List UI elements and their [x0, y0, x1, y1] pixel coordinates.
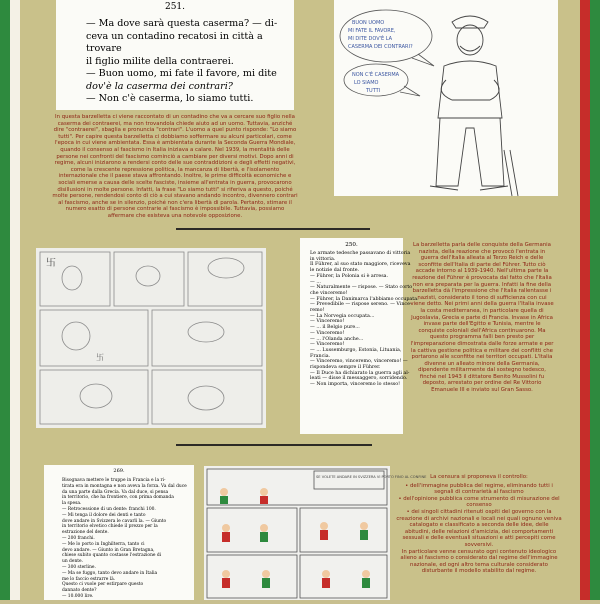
- joke-line: il figlio milite della contraerei.: [86, 55, 234, 67]
- joke-line: — Vinceremo!: [310, 319, 345, 325]
- joke-line: — Retrocessione di un dente: franchi 100.: [62, 506, 156, 512]
- bubble-line: BUON UOMO: [352, 20, 385, 26]
- joke-line: un dente.: [62, 559, 84, 565]
- joke-line: — Buon uomo, mi fate il favore, mi dite: [86, 68, 277, 79]
- bubble-line: MI FATE IL FAVORE,: [348, 28, 396, 34]
- tooth-comic: [204, 466, 427, 600]
- joke-page-251: [56, 0, 294, 110]
- joke-line: — 200 franchi.: [62, 535, 95, 541]
- farmer-drawing: [334, 0, 558, 196]
- bubble-line: LO SIAMO: [354, 80, 379, 86]
- joke-line: — Il Duce ha dichiarato la guerra agli al-: [310, 370, 410, 376]
- joke-page-269: [44, 465, 194, 600]
- comic-strip-1: [36, 248, 266, 428]
- joke-line: Francia.: [310, 353, 331, 359]
- comic-strip-2: [204, 466, 427, 600]
- joke-line: ceva un contadino recatosi in città a trovare: [86, 30, 263, 54]
- explanation-bullet: • dell'immagine pubblica del regime, eliminando tutti i segnali di contrarietà al fascismo: [405, 482, 553, 496]
- flag-stripe-white: [10, 0, 20, 600]
- joke-page-250: [300, 238, 419, 434]
- joke-line: — Ma se fuggo, tanto devo andare in Italia: [62, 570, 158, 576]
- flag-stripe-green: [0, 0, 10, 600]
- joke-line: leati — disse il messaggero, sorridendo.: [310, 376, 408, 382]
- farmer-illustration: [334, 0, 558, 196]
- svg-text:卐: 卐: [46, 258, 56, 269]
- joke2-explanation: [410, 242, 554, 412]
- joke-line: Bisognava mettere le truppe in Francia e la ri-: [62, 478, 166, 483]
- joke-line: remo!: [310, 308, 325, 314]
- joke-line: che vinceremo!: [310, 290, 348, 296]
- section-divider: [176, 444, 372, 446]
- joke-line: — ... il Belgio pure...: [310, 325, 360, 331]
- joke-line: — Vinceremo, vinceremo, vinceremo! —: [310, 359, 408, 365]
- section-divider: [176, 228, 370, 230]
- joke-line: — Prevedibile — rispose sereno. — Vince-: [310, 302, 412, 308]
- joke-line: — Führer, la Polonia si è arresa.: [310, 273, 389, 279]
- joke-line: — ... Lussemburgo, Estonia, Lituania,: [310, 347, 402, 353]
- joke-line: — 300 sterline.: [62, 564, 96, 570]
- joke-line: — La Norvegia occupata...: [310, 313, 375, 319]
- explanation-text: La barzelletta parla delle conquiste della Germania nazista, della reazione che provocò l'entrata in guerra dell'Italia alleata al Terzo Reich e delle sconfitte dell'Italia di parte del Führer. Tutto ciò accade intorno al 1939-1940. Nell'ultima parte la reazione del Führer è provocata dal fatto che l'Italia non era preparata per la guerra. Infatti la fine della barzelletta dà l'impressione che l'Italia rallentasse i nazisti, considerato il tono di sufficienza con cui viene detto. Nei primi anni della guerra l'Italia invase la costa mediterranea, in particolare quella di Jugoslavia, Grecia e parte di Francia. Invase in Africa invase parte dell'Egitto e Tunisia, mentre le conquiste coloniali dell'Africa continuarono. Ma questo programma falli ben presto per l'impreparazione dimostrata dalle forze armate e per la cattiva gestione politica e militare dei conflitti che portarono alle sconfitte nei territori occupati. L'Italia divenne un alleato minore della Germania, dipendente militarmente dal sostegno tedesco, finché nel 1943 il dittatore Benito Mussolini fu deposto, arrestato per ordine del Re Vittorio Emanuele III e inviato sul Gran Sasso.: [410, 242, 554, 394]
- joke-line: dannato dente?: [62, 588, 97, 594]
- joke-line: da una parte dalla Grecia. Va dal duce, si pensa: [62, 489, 169, 495]
- bubble-line: CASERMA DEI CONTRARI?: [348, 44, 413, 50]
- joke-line: — Non c'è caserma, lo siamo tutti.: [86, 93, 254, 104]
- joke-line: estrazione del dente.: [62, 530, 109, 536]
- joke-line: rispondeva sempre il Führer.: [310, 365, 381, 371]
- bubble-line: TUTTI: [366, 88, 381, 94]
- joke-line: Il Führer, al suo stato maggiore, riceveva: [310, 262, 411, 268]
- svg-text:卐: 卐: [96, 353, 104, 362]
- joke-number: 269.: [113, 468, 125, 474]
- joke-line: — Naturalmente — rispose. — Stato corto: [310, 285, 413, 291]
- joke-line: chiese subito quanto costasse l'estrazione di: [62, 553, 162, 559]
- joke-line: Questo ci vuole per estirpare questo: [62, 582, 144, 588]
- joke-line: devo andare. — Giunto in Gran Bretagna,: [62, 547, 155, 553]
- joke-line: — Mi tenga il dolore dei denti e tanto: [62, 512, 146, 518]
- bubble-line: MI DITE DOV'È LA: [348, 36, 393, 42]
- joke-line: — Vinceremo!: [310, 342, 345, 348]
- explanation-bullet: • dei singoli cittadini ritenuti ospiti del governo con la creazione di archivi nazionali e locali nei quali ognuno veniva catalogato e classificato a seconda delle idee, delle abitudini, delle relazioni d'amicizia, dei comportamenti sessuali e delle eventuali situazioni e atti percepiti come sovversivi.: [396, 508, 562, 548]
- joke-line: in territorio elvetico chiede il prezzo per la: [62, 524, 158, 530]
- joke-line: dov'è la caserma dei contrari?: [86, 80, 233, 92]
- joke-line: la spesa.: [62, 501, 82, 507]
- joke-line: le notizie dal fronte.: [310, 268, 360, 274]
- explanation-text: In questa barzelletta ci viene raccontato di un contadino che va a cercare suo figlio nella caserma dei contraerei, ma non trovandola chiede aiuto ad un uomo. Tuttavia, anziché dire "contraerei", sbaglia e pronuncia "contrari". L'uomo a quel punto risponde: "Lo siamo tutti". Per capire questa barzelletta ci dobbiamo soffermare su alcuni particolari, come l'epoca in cui viene ambientata. Essa è ambientata durante la Seconda Guerra Mondiale, quando il consenso al fascismo in Italia iniziava a calare. Nel 1939, la mentalità delle persone nei confronti del fascismo cominciò a cambiare per diversi motivi. Dopo anni di regime, alcuni iniziarono a rendersi conto delle sue contraddizioni e degli effetti negativi, come la crescente repressione politica, la mancanza di libertà, e l'isolamento internazionale che il paese stava affrontando. Inoltre, le prime difficoltà economiche e sociali emerse a causa delle scelte fasciste, insieme all'entrata in guerra, provocarono disillusioni in molte persone. Infatti, la frase "Lo siamo tutti" si riferiva a questo, poiché molte persone, rendendosi conto di ciò a cui stavano andando incontro, divennero contrari al fascismo, anche se in silenzio, poiché non c'era libertà di parola. Pertanto, stimare il numero esatto di persone contrarie al fascismo è impossibile. Tuttavia, possiamo affermare che esisteva una notevole opposizione.: [52, 114, 298, 219]
- joke-line: tirata era in montagna e non aveva la forza. Va dal duce: [62, 483, 187, 489]
- joke-line: — Führer, la Danimarca l'abbiamo occupata.: [310, 296, 419, 302]
- joke-line: dove andare in Svizzera le cavarli la. — Giunto: [62, 518, 167, 524]
- joke1-explanation: [52, 114, 298, 218]
- joke-line: — Non importa, vinceremo lo stesso!: [310, 382, 401, 388]
- joke-number: 251.: [164, 2, 186, 12]
- explanation-heading: La censura si proponeva il controllo:: [430, 474, 528, 480]
- bubble-line: NON C'È CASERMA: [352, 72, 400, 78]
- flag-stripe-green-right: [590, 0, 600, 600]
- joke-line: — Ma dove sarà questa caserma? — di-: [86, 18, 278, 29]
- joke-number: 250.: [345, 242, 358, 248]
- joke-line: Le armate tedesche passavano di vittoria: [310, 251, 411, 256]
- joke-line: — ...: [310, 279, 321, 285]
- flag-stripe-red: [580, 0, 590, 600]
- explanation-bullet: • dell'opinione pubblica come strumento di misurazione del consenso: [398, 495, 560, 509]
- joke-line: me lo faccio estrarre là.: [62, 576, 116, 582]
- joke-line: — Vinceremo!: [310, 330, 345, 336]
- joke-line: — 10.000 lire.: [62, 593, 94, 599]
- joke-line: in vittoria.: [310, 256, 336, 262]
- joke-line: in territorio, che ha frontiere, con prima domanda: [62, 495, 174, 501]
- explanation-text: In particolare venne censurato ogni contenuto ideologico alieno al fascismo o considerato dal regime dell'immagine nazionale, ed ogni altro tema culturale considerato disturbante il modello stabilito dal regime.: [400, 548, 558, 575]
- censorship-explanation: [396, 474, 562, 600]
- comic-caption: SE VOLETE ANDARE IN SVIZZERA VI PORTO FINO AL CONFINE: [316, 475, 427, 479]
- fuhrer-comic: [36, 248, 266, 428]
- joke-line: — ... l'Olanda anche...: [310, 336, 364, 342]
- joke-line: — Me lo porto in Inghilterra, tanto ci: [62, 541, 145, 547]
